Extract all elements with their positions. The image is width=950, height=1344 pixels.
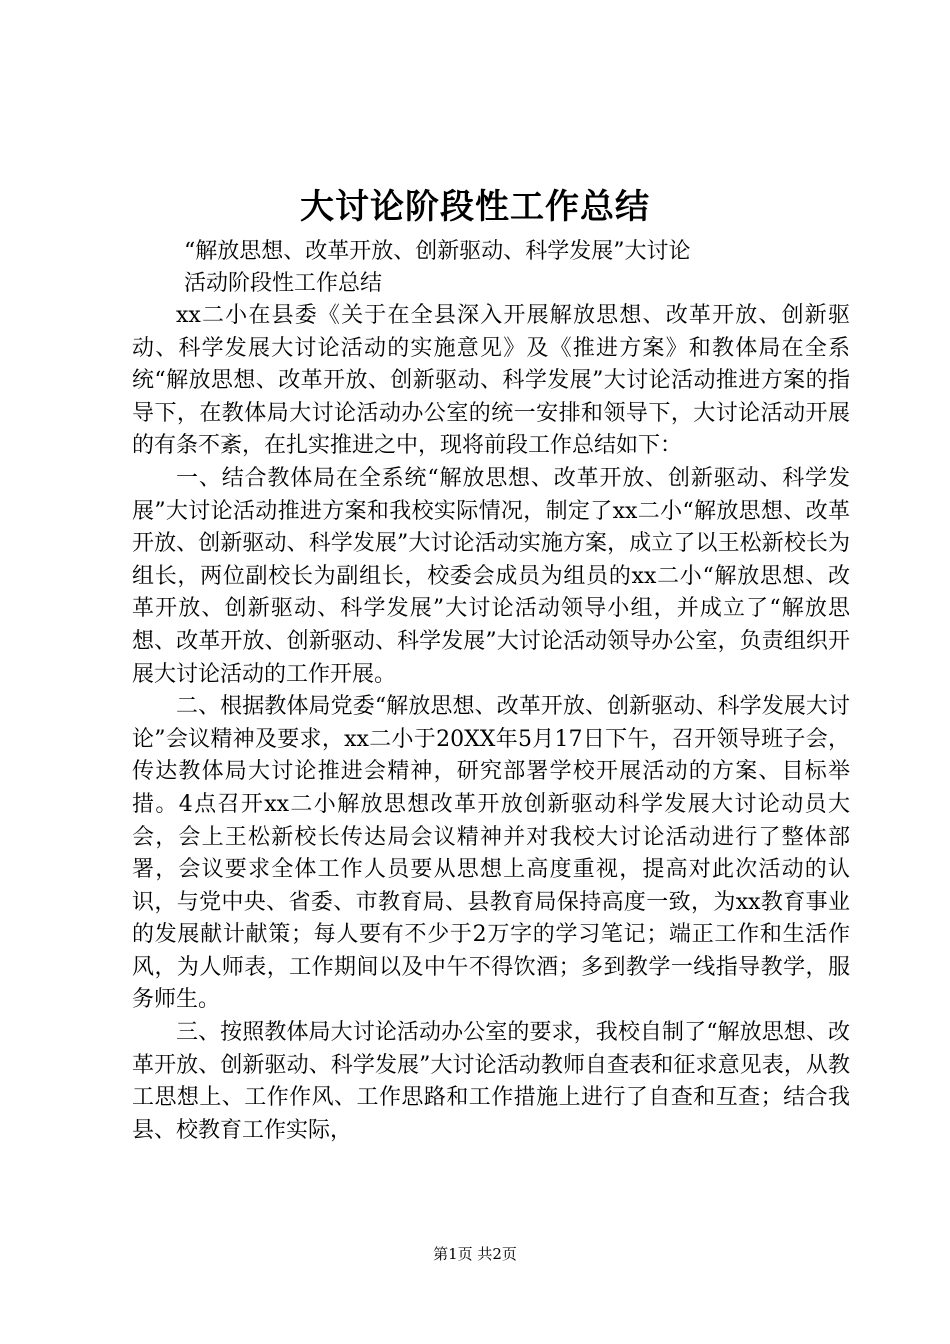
subtitle-line-2: 活动阶段性工作总结 xyxy=(184,271,383,296)
subtitle-line-1: “解放思想、改革开放、创新驱动、科学发展”大讨论 xyxy=(184,239,691,264)
document-subtitle xyxy=(184,236,884,300)
paragraph-intro: xx二小在县委《关于在全县深入开展解放思想、改革开放、创新驱动、科学发展大讨论活动的实施意见》及《推进方案》和教体局在全系统“解放思想、改革开放、创新驱动、科学发展”大讨论活动推进方案的指导下，在教体局大讨论活动办公室的统一安排和领导下，大讨论活动开展的有条不紊，在扎实推进之中，现将前段工作总结如下： xyxy=(132,303,850,459)
paragraph-section-1: 一、结合教体局在全系统“解放思想、改革开放、创新驱动、科学发展”大讨论活动推进方案和我校实际情况，制定了xx二小“解放思想、改革开放、创新驱动、科学发展”大讨论活动实施方案，成立了以王松新校长为组长，两位副校长为副组长，校委会成员为组员的xx二小“解放思想、改革开放、创新驱动、科学发展”大讨论活动领导小组，并成立了“解放思想、改革开放、创新驱动、科学发展”大讨论活动领导办公室，负责组织开展大讨论活动的工作开展。 xyxy=(132,465,850,687)
page-number-footer: 第1页 共2页 xyxy=(433,1245,517,1263)
paragraph-section-2: 二、根据教体局党委“解放思想、改革开放、创新驱动、科学发展大讨论”会议精神及要求，xx二小于20XX年5月17日下午，召开领导班子会，传达教体局大讨论推进会精神，研究部署学校开展活动的方案、目标举措。4点召开xx二小解放思想改革开放创新驱动科学发展大讨论动员大会，会上王松新校长传达局会议精神并对我校大讨论活动进行了整体部署，会议要求全体工作人员要从思想上高度重视，提高对此次活动的认识，与党中央、省委、市教育局、县教育局保持高度一致，为xx教育事业的发展献计献策；每人要有不少于2万字的学习笔记；端正工作和生活作风，为人师表，工作期间以及中午不得饮酒；多到教学一线指导教学，服务师生。 xyxy=(132,694,850,1013)
document-body xyxy=(132,300,850,1147)
document-title: 大讨论阶段性工作总结 xyxy=(300,187,650,227)
paragraph-section-3: 三、按照教体局大讨论活动办公室的要求，我校自制了“解放思想、改革开放、创新驱动、科学发展”大讨论活动教师自查表和征求意见表，从教工思想上、工作作风、工作思路和工作措施上进行了自查和互查；结合我县、校教育工作实际， xyxy=(132,1020,850,1143)
